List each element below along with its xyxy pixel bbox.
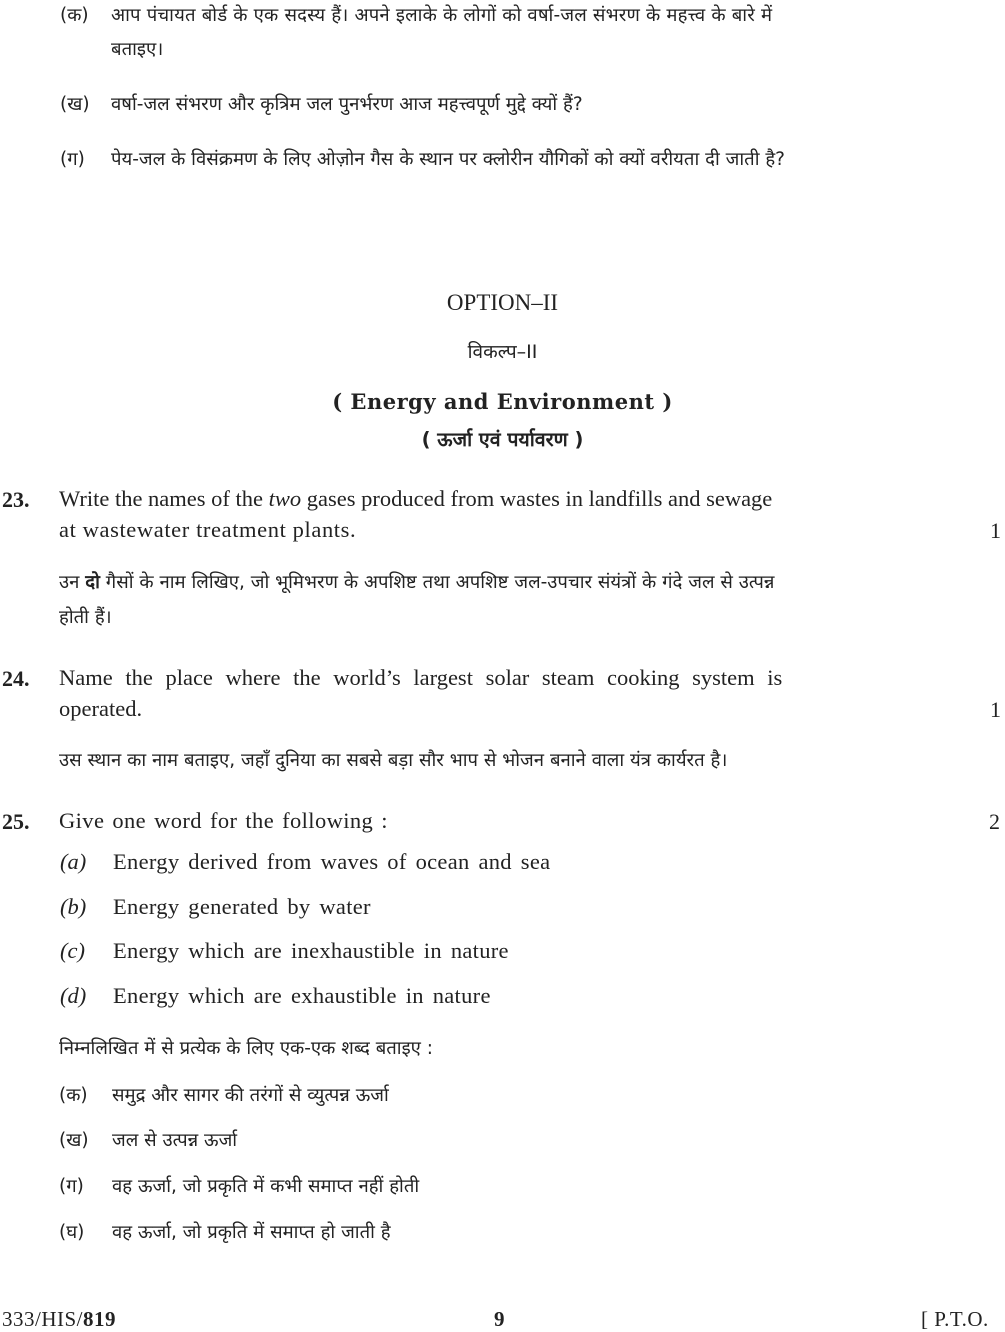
option-heading: OPTION–II	[446, 290, 559, 315]
sub-item-label: (c)	[60, 938, 85, 963]
sub-item-label: (क)	[59, 1085, 88, 1106]
sub-item-label: (a)	[60, 849, 87, 874]
top-item-ga-line1: पेय-जल के विसंक्रमण के लिए ओज़ोन गैस के स्थान पर क्लोरीन यौगिकों को क्यों वरीयता दी जाती है?	[111, 149, 786, 170]
sub-item-text: Energy which are exhaustible in nature	[113, 983, 491, 1008]
question-23-english-line1: Write the names of the two gases produced from wastes in landfills and sewage	[59, 486, 773, 511]
sub-item-text: जल से उत्पन्न ऊर्जा	[112, 1130, 238, 1151]
sub-item-label: (d)	[60, 983, 87, 1008]
question-24-english-line1: Name the place where the world’s largest solar steam cooking system is	[59, 665, 783, 690]
top-item-ka-label: (क)	[60, 5, 89, 26]
top-item-ka-line2: बताइए।	[111, 39, 164, 60]
question-23-hindi-line2: होती हैं।	[59, 607, 112, 628]
question-24-hindi-line1: उस स्थान का नाम बताइए, जहाँ दुनिया का सबसे बड़ा सौर भाप से भोजन बनाने वाला यंत्र कार्यरत है।	[59, 750, 728, 771]
question-25-english-line1: Give one word for the following :	[59, 808, 388, 833]
question-number: 23.	[2, 487, 30, 512]
pto-label: [ P.T.O.	[921, 1307, 989, 1331]
sub-item-text: वह ऊर्जा, जो प्रकृति में समाप्त हो जाती है	[112, 1222, 391, 1243]
question-23-hindi-line1: उन दो गैसों के नाम लिखिए, जो भूमिभरण के अपशिष्ट तथा अपशिष्ट जल-उपचार संयंत्रों के गंदे जल से उत्पन्न	[59, 572, 775, 593]
sub-item-text: समुद्र और सागर की तरंगों से व्युत्पन्न ऊर्जा	[112, 1085, 389, 1106]
sub-item-label: (घ)	[59, 1222, 85, 1243]
question-24-english-line2: operated.	[59, 696, 143, 721]
page-number: 9	[494, 1307, 505, 1331]
sub-item-text: Energy derived from waves of ocean and sea	[113, 849, 551, 874]
top-item-kha-line1: वर्षा-जल संभरण और कृत्रिम जल पुनर्भरण आज महत्त्वपूर्ण मुद्दे क्यों हैं?	[111, 94, 583, 115]
marks: 1	[990, 697, 1001, 722]
paper-code: 333/HIS/819	[2, 1307, 117, 1331]
sub-item-label: (b)	[60, 894, 87, 919]
question-25-hindi-intro: निम्नलिखित में से प्रत्येक के लिए एक-एक शब्द बताइए :	[59, 1038, 434, 1059]
question-number: 25.	[2, 809, 30, 834]
top-item-kha-label: (ख)	[60, 94, 90, 115]
sub-item-text: Energy generated by water	[113, 894, 371, 919]
option-heading-hindi: विकल्प–II	[467, 341, 538, 363]
marks: 2	[989, 809, 1000, 834]
section-title-hindi: ( ऊर्जा एवं पर्यावरण )	[421, 428, 584, 451]
sub-item-text: Energy which are inexhaustible in nature	[113, 938, 509, 963]
sub-item-label: (ख)	[59, 1130, 89, 1151]
question-number: 24.	[2, 666, 30, 691]
question-23-english-line2: at wastewater treatment plants.	[59, 517, 357, 542]
section-title: ( Energy and Environment )	[332, 389, 673, 414]
sub-item-text: वह ऊर्जा, जो प्रकृति में कभी समाप्त नहीं होती	[112, 1176, 420, 1197]
sub-item-label: (ग)	[59, 1176, 84, 1197]
top-item-ka-line1: आप पंचायत बोर्ड के एक सदस्य हैं। अपने इलाके के लोगों को वर्षा-जल संभरण के महत्त्व के बारे में	[111, 5, 773, 26]
top-item-ga-label: (ग)	[60, 149, 85, 170]
marks: 1	[990, 518, 1001, 543]
